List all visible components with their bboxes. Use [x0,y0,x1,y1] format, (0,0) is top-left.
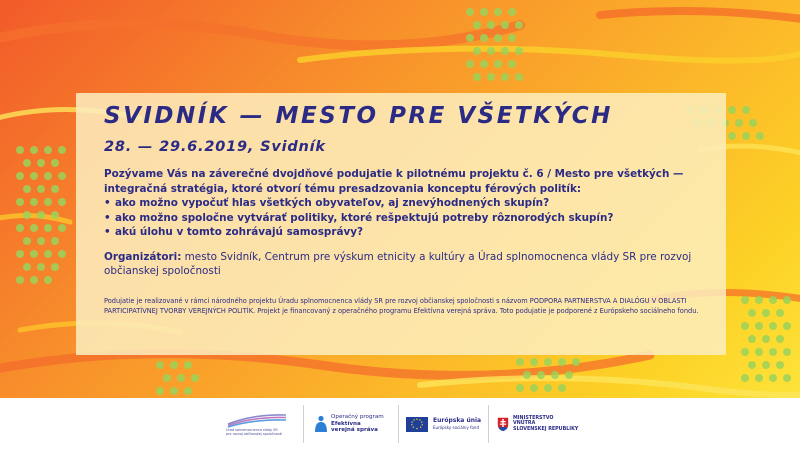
funding-note: Podujatie je realizované v rámci národného projektu Úradu splnomocnenca vlády SR pre rozvoj občianskej spoločnosti s názvom PODPORA PARTNERSTVA A DIALÓGU V OBLASTI PARTICIPATÍVNEJ TVORBY VEREJNÝCH POLITÍK. Projekt je financovaný z operačného programu Efektívna verejná správa. Toto podujatie je podporené z Európskeho sociálneho fondu. [104,296,699,315]
organizers-label: Organizátori: [104,250,182,263]
eu-esf-logo [406,404,484,444]
person-icon [314,415,328,433]
ministry-interior-logo [497,404,592,444]
topic-item: • akú úlohu v tomto zohrávajú samosprávy? [104,225,708,240]
eu-logo-line: Európsky sociálny fond [433,425,480,430]
logo-divider [303,405,304,443]
event-title: SVIDNÍK — MESTO PRE VŠETKÝCH [104,103,613,129]
topic-item: • ako možno vypočuť hlas všetkých obyvateľov, aj znevýhodnených skupín? [104,196,708,211]
logo-footer [0,398,800,449]
eu-logo-text [433,417,481,431]
ministry-logo-line: MINISTERSTVO [513,415,554,421]
eu-logo-line: Európska únia [433,417,482,424]
invitation-panel [76,93,726,355]
event-date-place: 28. — 29.6.2019, Svidník [104,139,326,155]
logo-divider [398,405,399,443]
operacny-program-logo [314,404,396,444]
eu-flag-icon [406,417,428,432]
logo-divider [488,405,489,443]
urad-logo-line: Úrad splnomocnenca vlády SR [226,428,278,432]
topic-item: • ako možno spoločne vytvárať politiky, ktoré rešpektujú potreby rôznorodých skupín? [104,211,708,226]
oper-logo-line: Efektívna [331,420,361,427]
urad-stripes-icon [226,412,288,428]
ministry-logo-line: VNÚTRA [513,421,536,427]
oper-logo-line: verejná správa [331,427,378,434]
topic-list [104,196,708,240]
ministry-logo-text [513,416,578,433]
slovak-crest-icon [497,417,509,432]
oper-logo-text [331,414,384,433]
ministry-logo-line: SLOVENSKEJ REPUBLIKY [513,426,579,432]
invitation-intro: Pozývame Vás na záverečné dvojdňové podujatie k pilotnému projektu č. 6 / Mesto pre všetkých — integračná stratégia, ktoré otvorí tému presadzovania konceptu férových politík: [104,168,684,195]
oper-logo-line: Operačný program [331,414,384,421]
urad-logo-line: pre rozvoj občianskej spoločnosti [226,432,283,436]
urad-splnomocnenca-logo [226,404,301,444]
organizers [104,250,708,279]
organizers-text: mesto Svidník, Centrum pre výskum etnicity a kultúry a Úrad splnomocnenca vlády SR pre rozvoj občianskej spoločnosti [104,250,692,277]
